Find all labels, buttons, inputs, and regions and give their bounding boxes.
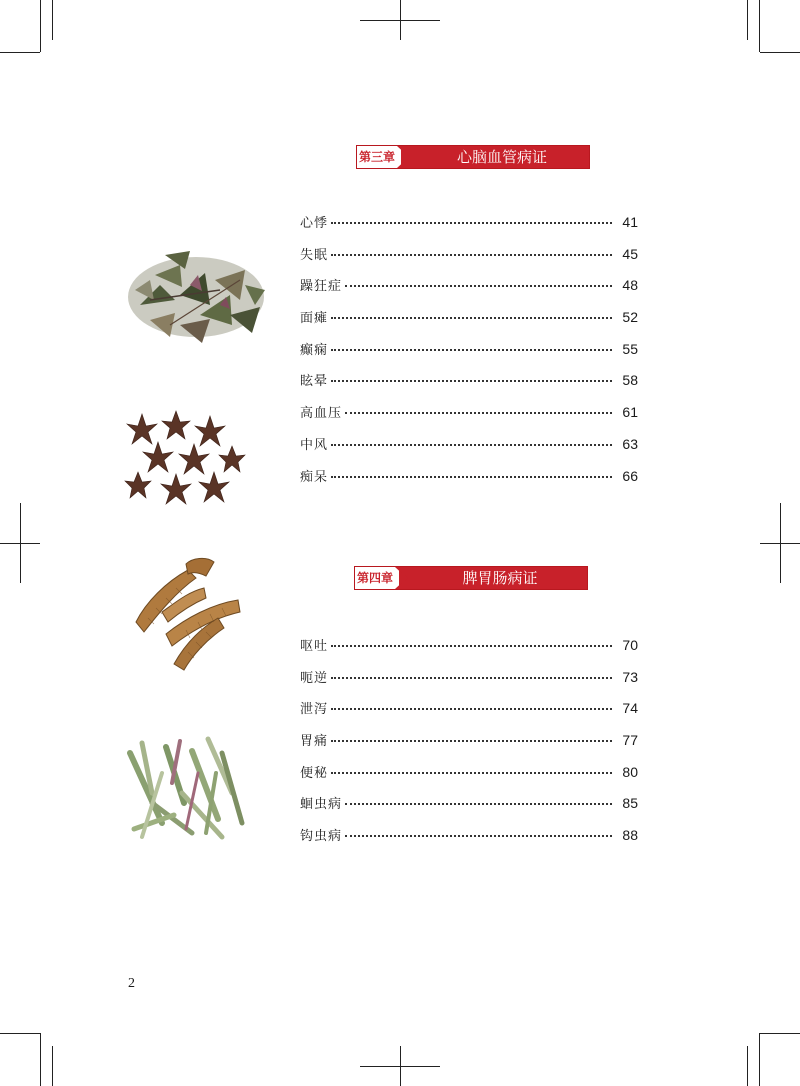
- toc-entry[interactable]: 癫痫 55: [300, 340, 638, 358]
- toc-entry[interactable]: 中风 63: [300, 435, 638, 453]
- toc-entry[interactable]: 痴呆 66: [300, 467, 638, 485]
- toc-entry[interactable]: 蛔虫病 85: [300, 795, 638, 813]
- toc-entry[interactable]: 心悸 41: [300, 214, 638, 231]
- toc-entry[interactable]: 呕吐 70: [300, 637, 638, 654]
- chapter-3-title: 心脑血管病证: [456, 148, 547, 166]
- toc-entry[interactable]: 面瘫 52: [300, 309, 638, 327]
- chapter-3-banner: [356, 145, 590, 169]
- chapter-4-banner: [354, 566, 588, 590]
- dried-root-herb-image: [126, 552, 244, 674]
- chapter-3-label: 第三章: [357, 146, 397, 168]
- toc-entry[interactable]: 失眠 45: [300, 245, 638, 263]
- chapter-4-label: 第四章: [355, 567, 395, 589]
- cut-stems-herb-image: [122, 733, 250, 841]
- chapter-4-toc: [300, 635, 638, 857]
- toc-entry[interactable]: 高血压 61: [300, 404, 638, 422]
- toc-entry[interactable]: 呃逆 73: [300, 668, 638, 686]
- chapter-3-toc: [300, 212, 638, 497]
- page-number: 2: [128, 976, 135, 991]
- toc-entry[interactable]: 泄泻 74: [300, 700, 638, 718]
- toc-entry[interactable]: 便秘 80: [300, 763, 638, 781]
- dried-leaves-herb-image: [120, 245, 272, 349]
- toc-entry[interactable]: 钩虫病 88: [300, 827, 638, 845]
- toc-entry[interactable]: 胃痛 77: [300, 732, 638, 750]
- chapter-4-title: 脾胃肠病证: [462, 569, 538, 587]
- toc-entry[interactable]: 躁狂症 48: [300, 277, 638, 295]
- toc-entry[interactable]: 眩晕 58: [300, 372, 638, 390]
- star-anise-image: [120, 408, 250, 512]
